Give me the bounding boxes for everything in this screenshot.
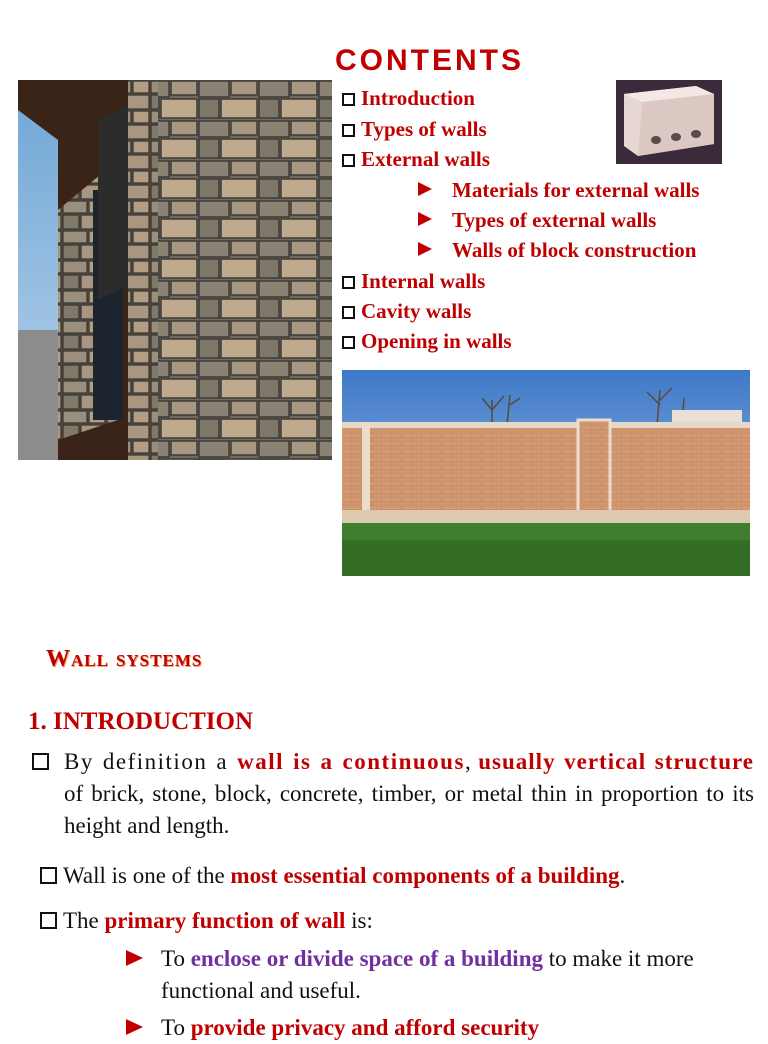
checkbox-icon [40,912,57,929]
paragraph-essential: Wall is one of the most essential components of a building. [40,860,750,892]
toc-item-internal-walls[interactable]: Internal walls [342,269,485,294]
contents-title: CONTENTS [335,44,524,77]
brick-fence-photo [342,370,750,576]
arrow-right-icon [126,950,143,966]
toc-sub-types-external[interactable]: Types of external walls [418,208,656,233]
bullet-privacy: To provide privacy and afford security [126,1012,746,1044]
checkbox-icon [40,867,57,884]
arrow-right-icon [418,182,432,196]
checkbox-icon [342,276,355,289]
toc-sub-materials[interactable]: Materials for external walls [418,178,699,203]
toc-item-cavity-walls[interactable]: Cavity walls [342,299,471,324]
toc-item-external-walls[interactable]: External walls [342,147,490,172]
stone-wall-photo [18,80,332,460]
checkbox-icon [342,336,355,349]
bullet-enclose: To enclose or divide space of a building to make it more functional and useful. [126,943,746,1007]
checkbox-icon [342,154,355,167]
arrow-right-icon [126,1019,143,1035]
toc-sub-block-construction[interactable]: Walls of block construction [418,238,696,263]
arrow-right-icon [418,212,432,226]
paragraph-definition: By definition a wall is a continuous, usually vertical structure of brick, stone, block, concrete, timber, or metal thin in proportion to its height and length. [32,746,754,842]
checkbox-icon [342,306,355,319]
section-heading: Wall systems [46,646,203,672]
paragraph-primary-function: The primary function of wall is: [40,905,750,937]
checkbox-icon [32,753,49,770]
checkbox-icon [342,124,355,137]
brick-block-photo [616,80,722,164]
intro-heading: 1. INTRODUCTION [28,708,254,735]
arrow-right-icon [418,242,432,256]
checkbox-icon [342,93,355,106]
toc-item-introduction[interactable]: Introduction [342,86,475,111]
toc-item-opening-in-walls[interactable]: Opening in walls [342,329,512,354]
toc-item-types-of-walls[interactable]: Types of walls [342,117,487,142]
